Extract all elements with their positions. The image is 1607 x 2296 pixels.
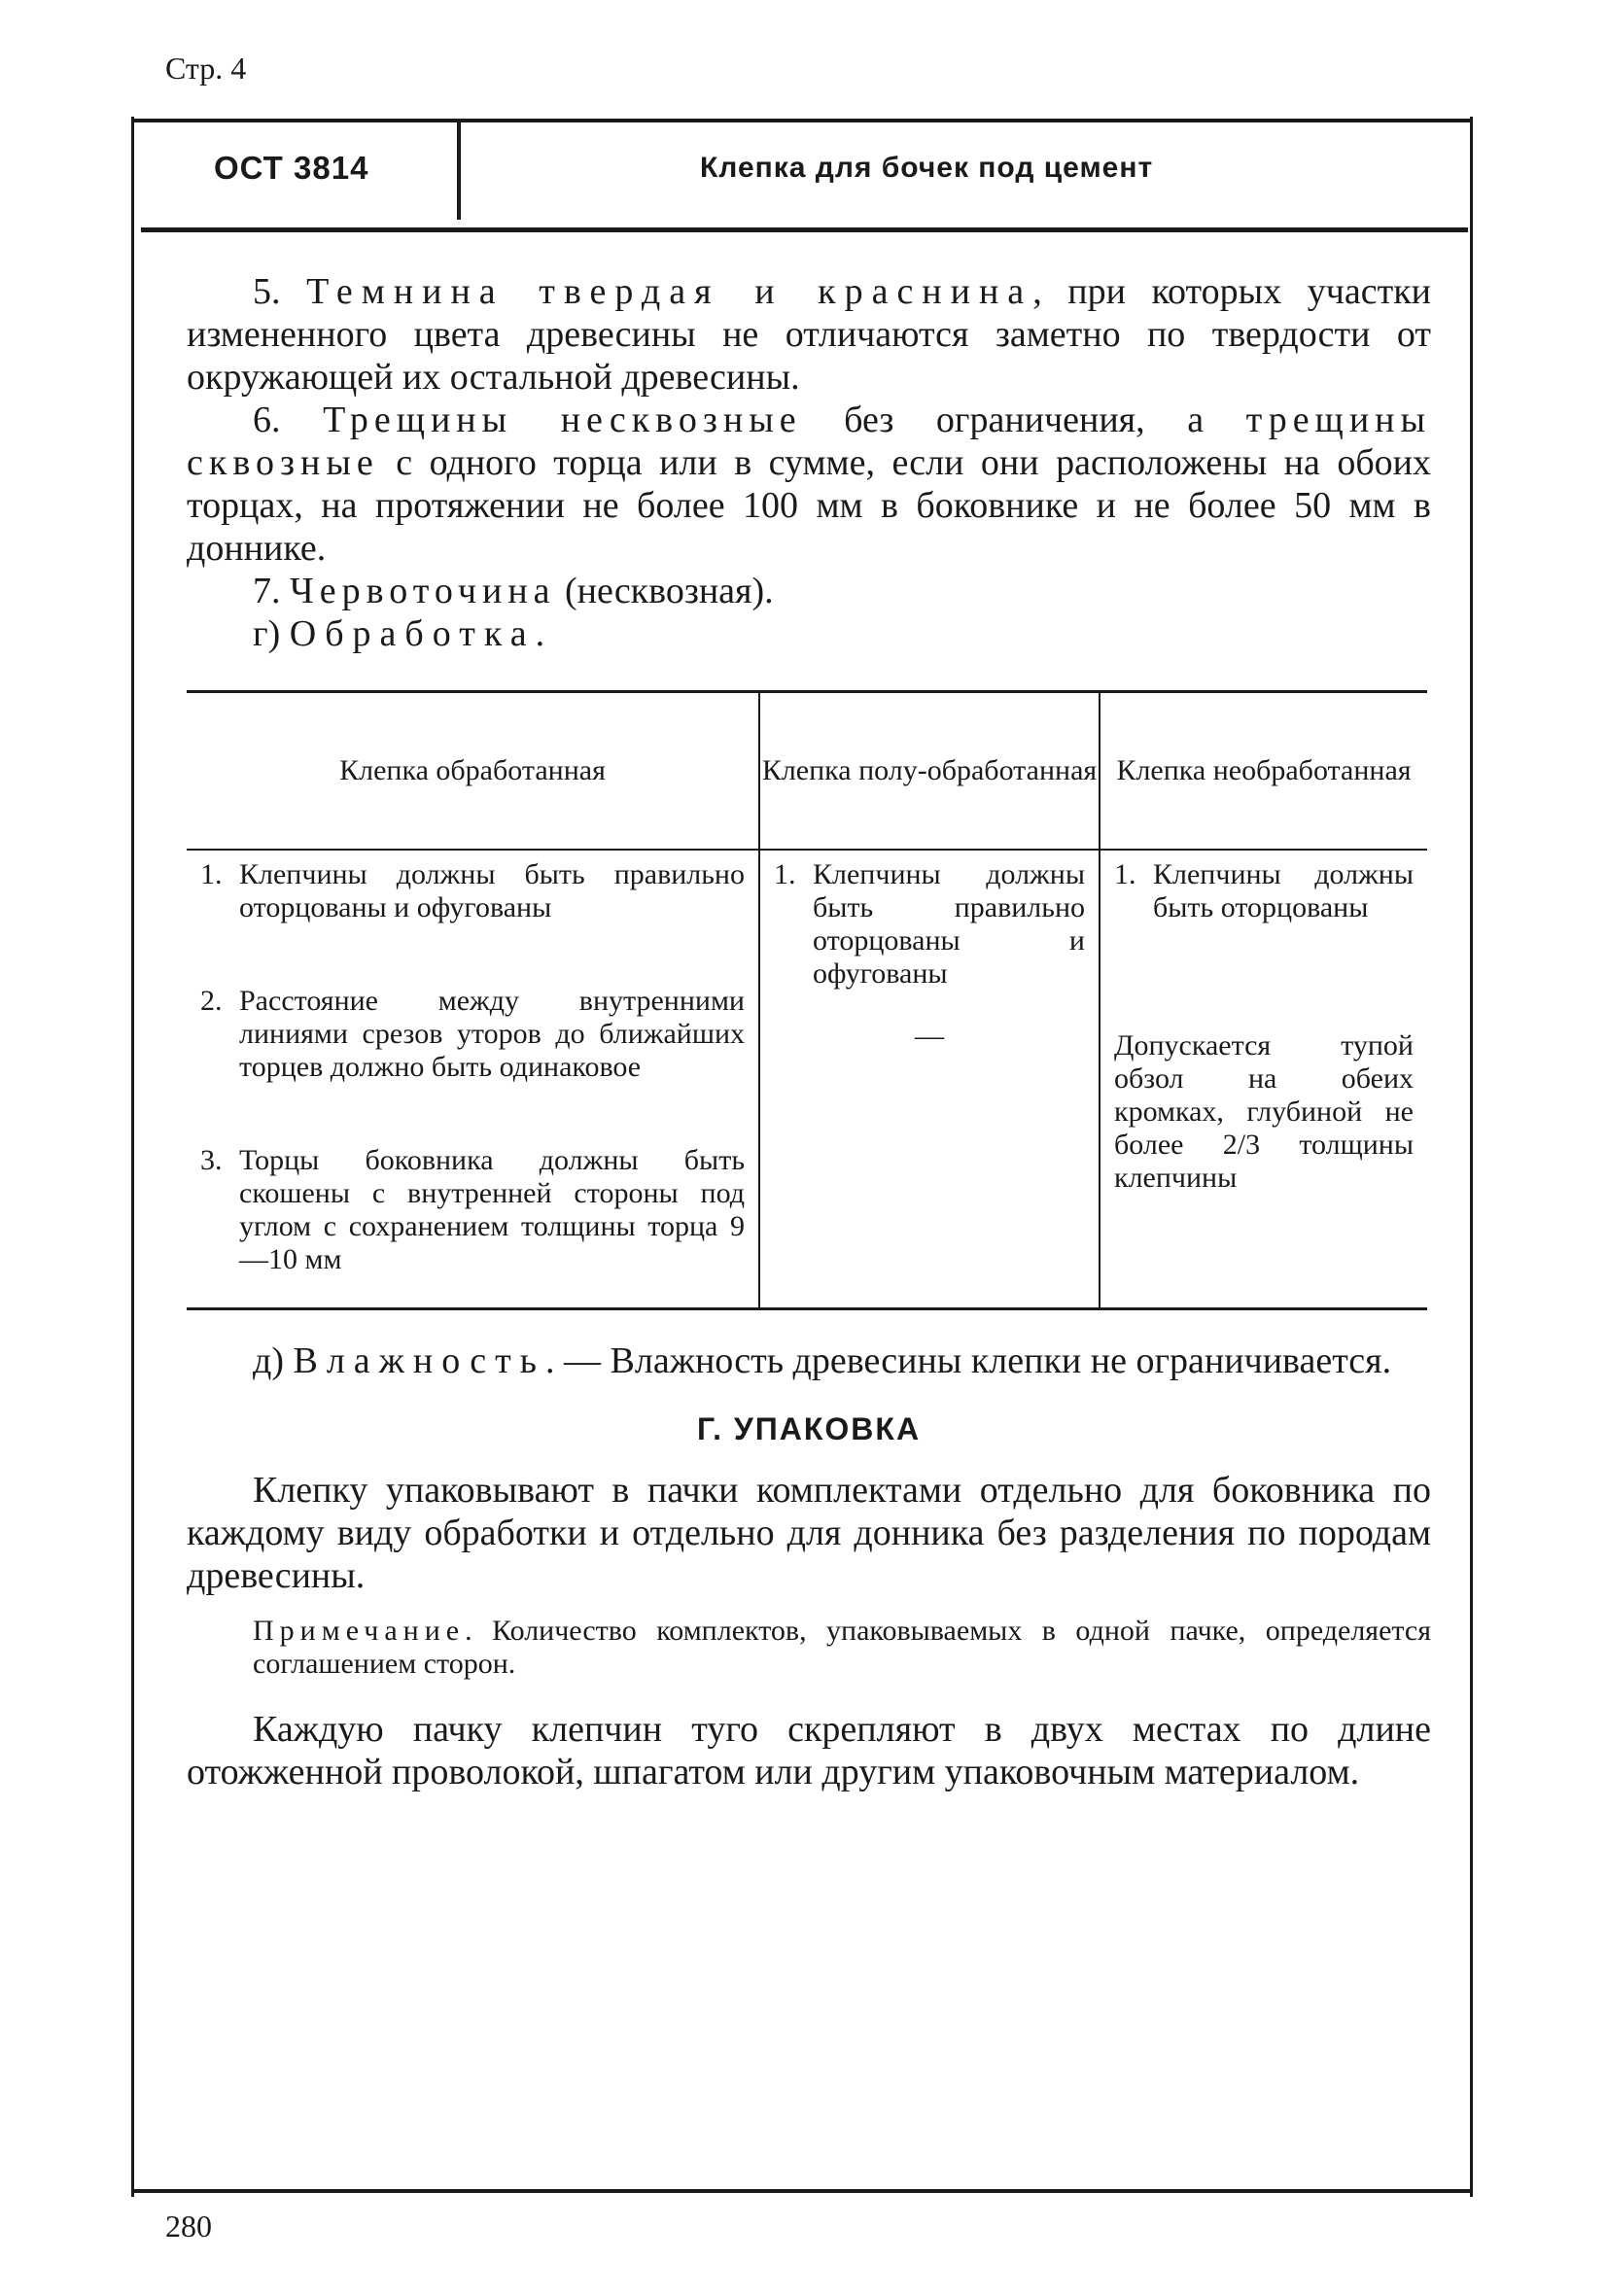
- subsection-title: Обработка: [289, 613, 536, 654]
- term-cracks-through: трещины сквозные: [187, 400, 1432, 483]
- list-item: [200, 985, 745, 1084]
- punctuation: .: [535, 613, 545, 654]
- moisture-paragraph: [187, 1339, 1431, 1382]
- header-unprocessed: Клепка необработанная: [1100, 692, 1427, 851]
- subsection-g: [187, 612, 1431, 655]
- note-text: . Количество комплектов, упаковываемых в одной пачке, определяется соглашением сторон.: [253, 1615, 1431, 1680]
- page-label: Стр. 4: [165, 51, 247, 86]
- term-cracks-nonthrough: Трещины несквозные: [323, 400, 802, 440]
- item-number: 1.: [200, 858, 223, 890]
- list-item: [200, 858, 745, 924]
- paragraph-text: , при которых участки измененного цвета древесины не отличаются заметно по твердости от окружающей их остальной древесины.: [187, 271, 1432, 398]
- term-moisture: Влажность: [293, 1340, 546, 1381]
- paragraph-7: [187, 570, 1431, 612]
- subsection-label: г): [253, 613, 290, 654]
- header-rule: [141, 227, 1468, 232]
- list-item: [200, 1144, 745, 1276]
- header-divider: [457, 122, 461, 220]
- conjunction: и: [719, 271, 819, 312]
- list-item: [1114, 858, 1414, 924]
- paragraph-6: [187, 399, 1431, 570]
- item-number: 3.: [200, 1144, 223, 1176]
- item-number: 1.: [1114, 858, 1136, 890]
- empty-dash: —: [915, 1020, 944, 1052]
- list-item: [774, 858, 1085, 991]
- note: [187, 1615, 1431, 1681]
- frame-left-border: [131, 117, 134, 2197]
- item-number: 2.: [200, 985, 223, 1017]
- item-number: 6.: [253, 400, 324, 440]
- term-krasnina: краснина: [818, 271, 1033, 312]
- permit-text: Допускается тупой обзол на обеих кромках, глубиной не более 2/3 толщины клепчины: [1114, 1029, 1414, 1194]
- section-heading: Г. УПАКОВКА: [696, 1411, 922, 1446]
- item-number: 5.: [253, 271, 307, 312]
- item-text: Расстояние между внутренними линиями срезов уторов до ближайших торцев должно быть одинаковое: [239, 985, 745, 1083]
- document-header: [136, 122, 1468, 227]
- paragraph-text: . — Влажность древесины клепки не ограничивается.: [545, 1340, 1392, 1381]
- paragraph-text: с одного торца или в сумме, если они расположены на обоих торцах, на протяжении не более 100 мм в боковнике и не более 50 мм в доннике.: [187, 442, 1431, 569]
- paragraph-text: без ограничения, а: [801, 400, 1246, 440]
- packing-paragraph-1: Клепку упаковывают в пачки комплектами отдельно для боковника по каждому виду обработки и отдельно для донника без разделения по породам древесины.: [187, 1470, 1431, 1596]
- item-text: Клепчины должны быть правильно оторцованы и офугованы: [813, 858, 1085, 990]
- frame-right-border: [1470, 117, 1473, 2197]
- processing-table: [187, 690, 1431, 1310]
- term-wormhole: Червоточина: [290, 571, 556, 611]
- header-semi-processed: Клепка полу-обработанная: [759, 692, 1100, 851]
- document-title: Клепка для бочек под цемент: [700, 152, 1154, 184]
- item-text: Клепчины должны быть правильно оторцованы и офугованы: [239, 858, 745, 923]
- paragraph-5: [187, 270, 1431, 399]
- item-number: 1.: [774, 858, 796, 890]
- paragraph-text: (несквозная).: [555, 571, 774, 611]
- note-label: Примечание: [253, 1615, 466, 1647]
- item-text: Клепчины должны быть оторцованы: [1153, 858, 1414, 923]
- col-unprocessed: [1100, 850, 1427, 1309]
- page-content: [187, 270, 1431, 1793]
- col-processed: [187, 850, 759, 1309]
- subsection-label: д): [253, 1340, 294, 1381]
- packing-paragraph-2: Каждую пачку клепчин туго скрепляют в двух местах по длине отожженной проволокой, шпагатом или другим упаковочным материалом.: [187, 1709, 1431, 1792]
- item-text: Торцы боковника должны быть скошены с внутренней стороны под углом с сохранением толщины торца 9—10 мм: [239, 1144, 745, 1275]
- footer-page-number: 280: [165, 2209, 212, 2244]
- term-temnina: Темнина твердая: [306, 271, 720, 312]
- header-processed: Клепка обработанная: [187, 692, 759, 851]
- frame-bottom-border: [131, 2189, 1473, 2193]
- standard-code: ОСТ 3814: [214, 150, 369, 186]
- item-number: 7.: [253, 571, 290, 611]
- col-semi-processed: [759, 850, 1100, 1309]
